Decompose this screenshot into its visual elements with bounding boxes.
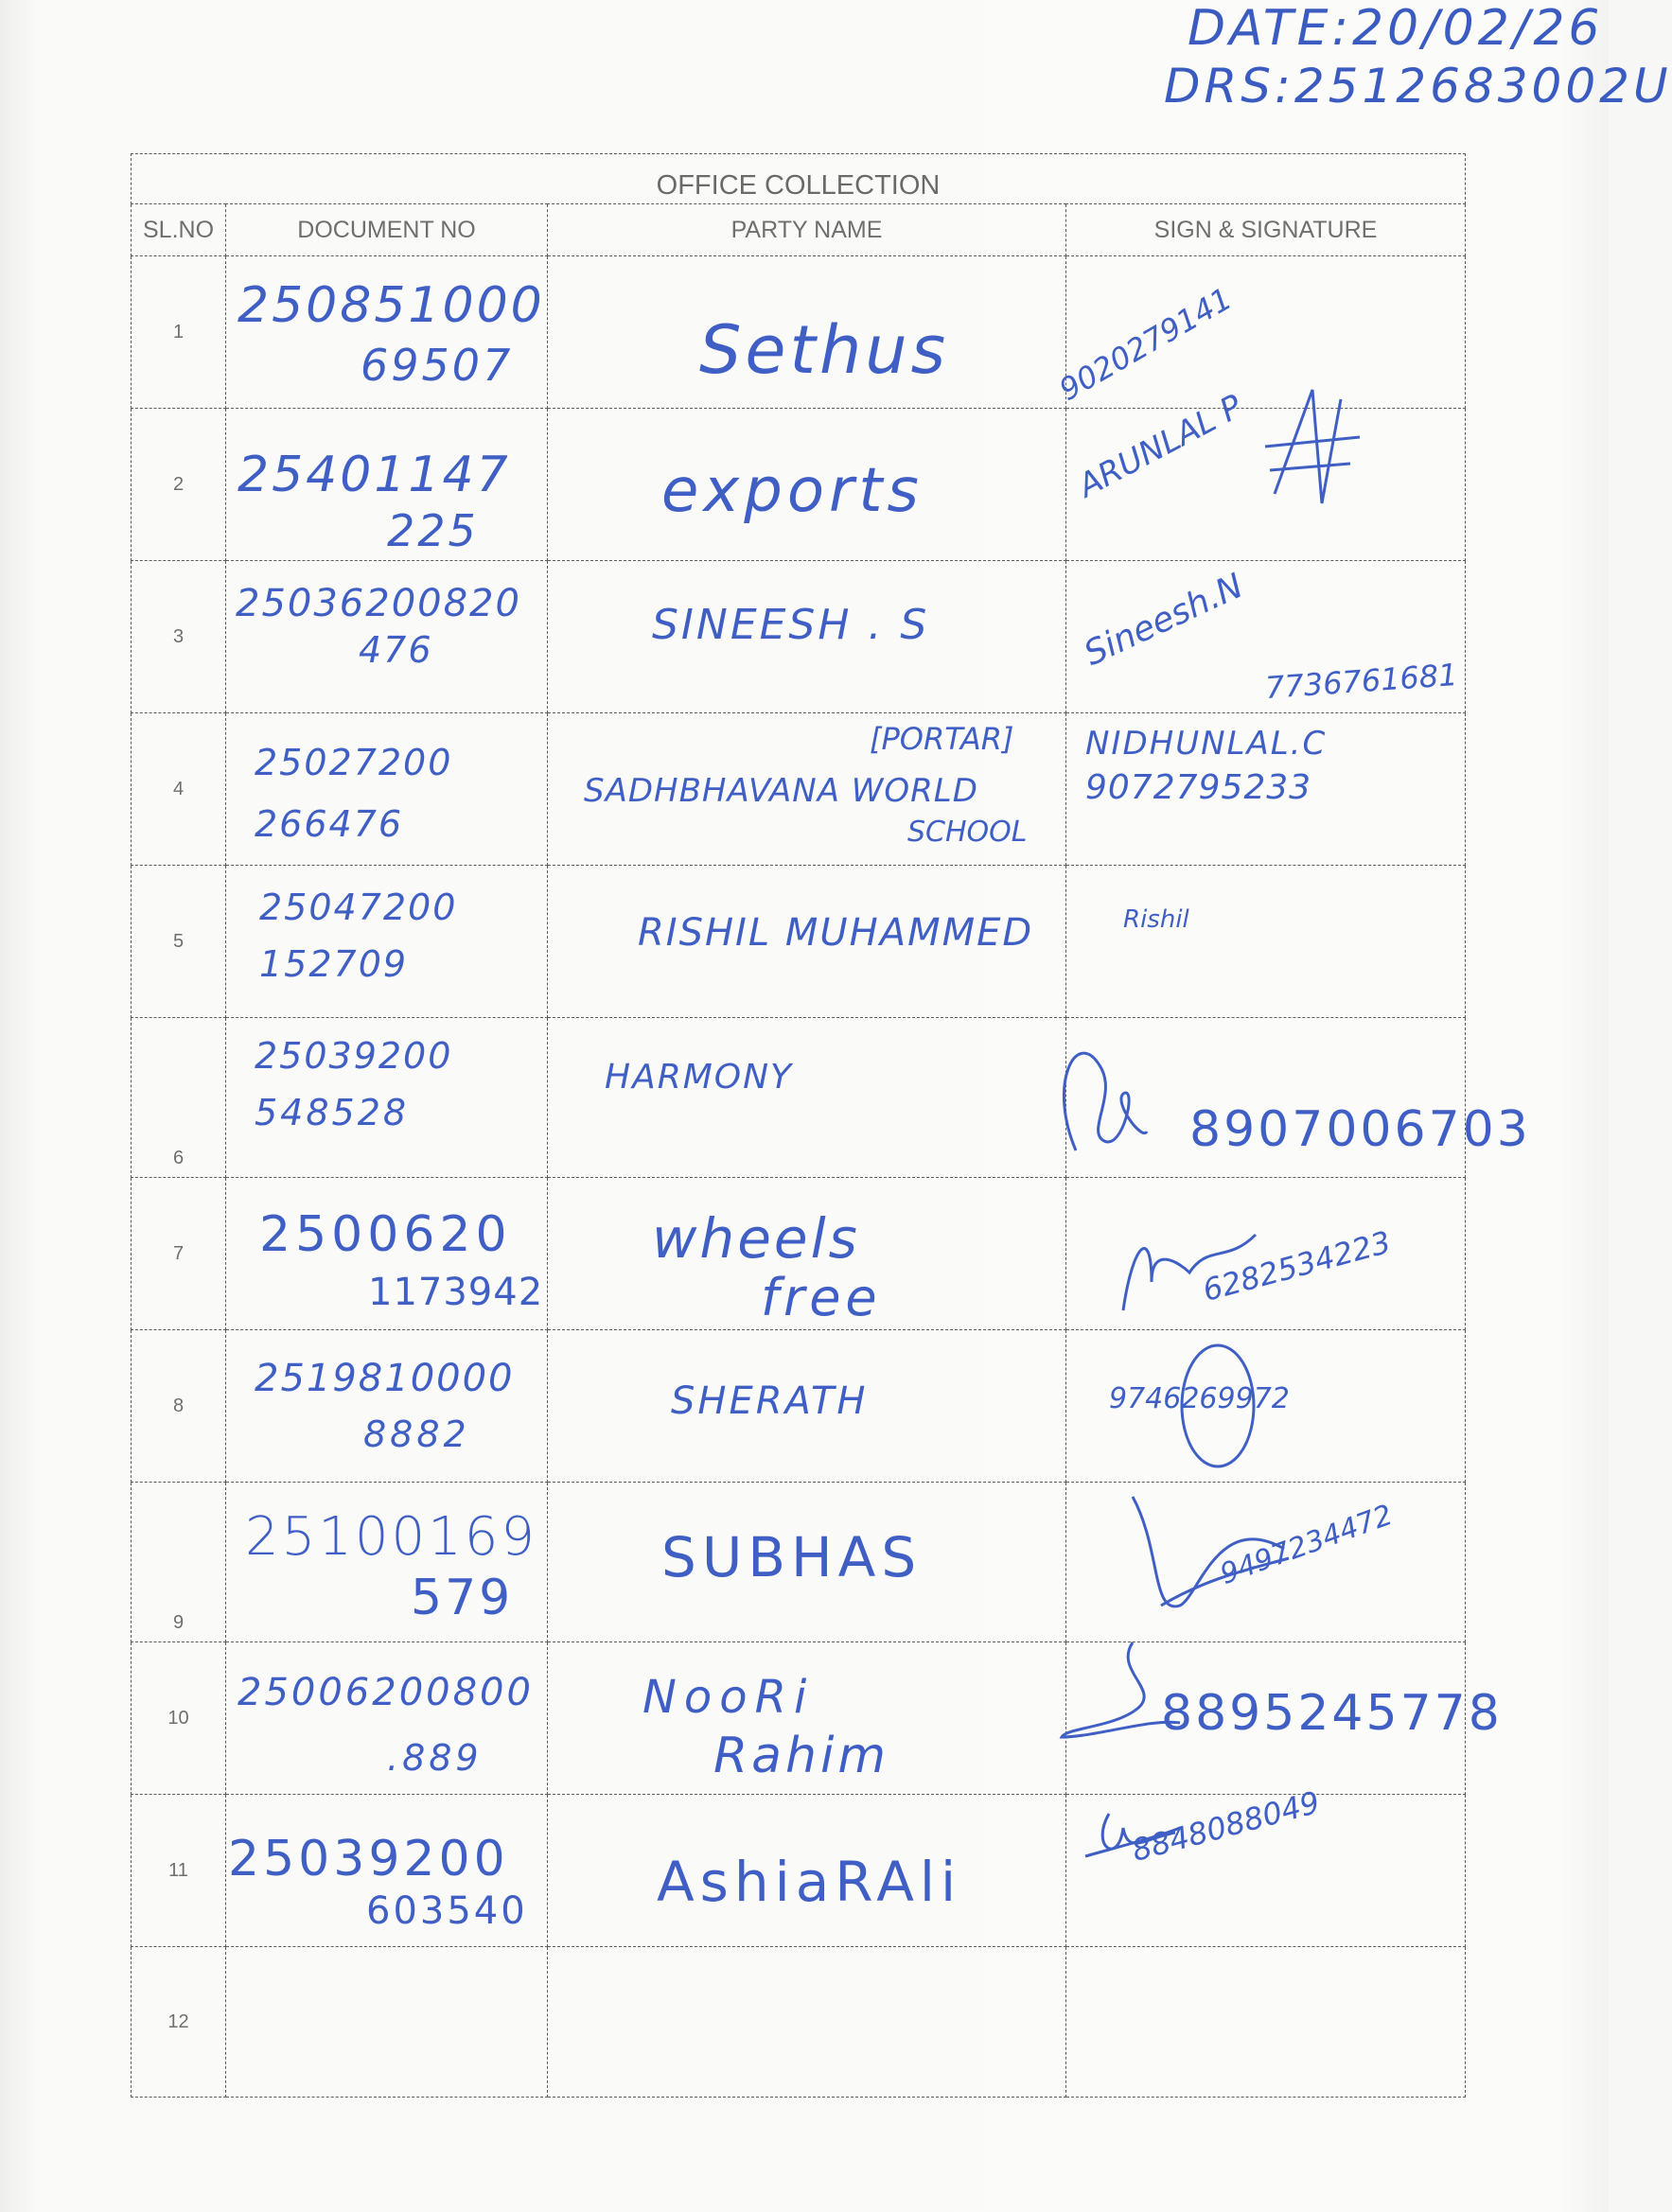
party-name-line1: RISHIL MUHAMMED [638, 911, 1034, 955]
party-name-line1: AshiaRAli [657, 1850, 962, 1914]
party-name-cell [548, 409, 1066, 561]
signature-scribble [1175, 1340, 1260, 1472]
document-no-line2: 476 [359, 629, 433, 671]
date-annotation: DATE:20/02/26 [1188, 0, 1604, 57]
party-name-cell [548, 866, 1066, 1018]
document-no-line2: 1173942 [368, 1271, 544, 1314]
column-header-document-no: DOCUMENT NO [226, 204, 548, 256]
document-no-line1: 2519810000 [255, 1357, 515, 1400]
signature-cell [1066, 713, 1466, 866]
signature-phone: 7736761681 [1263, 656, 1459, 707]
party-name-line2: free [761, 1268, 882, 1327]
column-header-party-name: PARTY NAME [548, 204, 1066, 256]
party-name-cell [548, 1642, 1066, 1795]
document-no-line1: 25047200 [259, 887, 458, 928]
document-no-line1: 25036200820 [236, 582, 521, 625]
signature-phone: 9746269972 [1109, 1382, 1290, 1415]
party-name-line1: SUBHAS [661, 1525, 923, 1589]
sl-no-cell: 2 [132, 409, 226, 561]
sl-no-cell: 5 [132, 866, 226, 1018]
party-name-cell [548, 256, 1066, 409]
sl-no-cell: 10 [132, 1642, 226, 1795]
document-no-line1: 25006200800 [238, 1671, 534, 1714]
party-name-line1: wheels [652, 1206, 860, 1271]
signature-phone: 6282534223 [1199, 1223, 1395, 1308]
document-no-line1: 250851000 [238, 277, 545, 334]
document-no-line2: 579 [411, 1570, 514, 1626]
signature-cell [1066, 1642, 1503, 1795]
signature-scribble [1256, 380, 1369, 513]
party-name-line1: HARMONY [605, 1058, 794, 1097]
signature-cell [1066, 1483, 1466, 1642]
party-name-cell [548, 1330, 1066, 1483]
party-name-line2: SADHBHAVANA WORLD [584, 772, 978, 810]
document-no-line2: 8882 [363, 1413, 470, 1455]
document-no-cell [226, 256, 548, 409]
document-no-cell [226, 409, 548, 561]
party-name-cell [548, 1018, 1066, 1178]
sl-no-cell: 1 [132, 256, 226, 409]
signature-name: Rishil [1123, 905, 1189, 934]
signature-name: NIDHUNLAL.C [1085, 725, 1328, 763]
document-no-cell [226, 1795, 548, 1947]
document-no-cell [226, 1483, 548, 1642]
signature-phone: 8848088049 [1128, 1783, 1324, 1869]
document-no-cell [226, 1330, 548, 1483]
document-no-cell [226, 1947, 548, 2098]
signature-cell [1066, 1018, 1531, 1178]
document-no-line2: 548528 [255, 1092, 410, 1133]
document-no-line1: 25039200 [255, 1035, 453, 1077]
party-name-line2: Rahim [713, 1728, 890, 1784]
signature-cell [1066, 866, 1466, 1018]
party-name-cell [548, 1178, 1066, 1330]
party-name-cell [548, 713, 1066, 866]
document-no-line1: 25100169 [245, 1506, 538, 1568]
party-name-line1: NooRi [642, 1671, 815, 1724]
drs-annotation: DRS:2512683002U [1164, 59, 1672, 114]
table-row [132, 713, 1466, 866]
signature-phone: 9072795233 [1085, 768, 1312, 807]
table-row [132, 1018, 1466, 1178]
document-no-cell [226, 713, 548, 866]
signature-phone: 8907006703 [1189, 1101, 1531, 1158]
party-name-cell [548, 1947, 1066, 2098]
signature-cell [1066, 387, 1466, 561]
signature-cell [1066, 1330, 1466, 1483]
office-collection-table [131, 153, 1531, 2098]
party-name-cell [548, 1795, 1066, 1947]
signature-cell [1066, 1947, 1466, 2098]
document-no-line1: 25039200 [228, 1831, 509, 1887]
column-header-sign-signature: SIGN & SIGNATURE [1066, 204, 1466, 256]
document-no-line2: 69507 [361, 340, 514, 391]
table-row [132, 1330, 1466, 1483]
party-name-line1: Sethus [699, 311, 950, 389]
document-no-line1: 25027200 [255, 742, 453, 783]
document-no-cell [226, 866, 548, 1018]
party-name-line3: SCHOOL [907, 816, 1028, 849]
party-name-line1: SHERATH [671, 1379, 869, 1423]
signature-cell [1066, 561, 1466, 713]
signature-cell [1066, 1783, 1466, 1947]
document-no-line2: 603540 [366, 1889, 528, 1933]
signature-phone: 9497234472 [1216, 1498, 1398, 1591]
signature-phone: 8895245778 [1161, 1685, 1503, 1742]
document-no-line2: .889 [387, 1737, 483, 1779]
signature-scribble [1047, 1027, 1152, 1160]
sl-no-cell: 8 [132, 1330, 226, 1483]
document-no-line2: 266476 [255, 803, 404, 845]
table-row [132, 1483, 1466, 1642]
sl-no-cell: 9 [132, 1483, 226, 1642]
table-title: OFFICE COLLECTION [132, 154, 1466, 204]
document-no-line2: 225 [387, 505, 479, 556]
column-header-slno: SL.NO [132, 204, 226, 256]
sl-no-cell: 4 [132, 713, 226, 866]
table-row [132, 1178, 1466, 1330]
signature-cell [1066, 1178, 1466, 1330]
table-row [132, 409, 1466, 561]
document-no-line1: 25401147 [238, 447, 511, 503]
table-row [132, 866, 1466, 1018]
sl-no-cell: 11 [132, 1795, 226, 1947]
table-row [132, 1947, 1466, 2098]
party-name-line1: exports [661, 456, 924, 526]
sl-no-cell: 7 [132, 1178, 226, 1330]
party-name-line1: [PORTAR] [870, 721, 1014, 757]
document-no-cell [226, 1642, 548, 1795]
signature-phone: 9020279141 [1053, 280, 1239, 408]
sl-no-cell: 12 [132, 1947, 226, 2098]
table-row [132, 1642, 1466, 1795]
document-no-cell [226, 1018, 548, 1178]
table-row [132, 561, 1466, 713]
party-name-cell [548, 1483, 1066, 1642]
document-no-cell [226, 1178, 548, 1330]
document-no-cell [226, 561, 548, 713]
signature-name: ARUNLAL P [1072, 387, 1249, 505]
document-no-line2: 152709 [259, 943, 409, 985]
signature-name: Sineesh.N [1078, 566, 1250, 674]
document-no-line1: 2500620 [259, 1206, 512, 1263]
table-row [132, 1795, 1466, 1947]
party-name-cell [548, 561, 1066, 713]
party-name-line1: SINEESH . S [652, 601, 930, 649]
sl-no-cell: 3 [132, 561, 226, 713]
sl-no-cell: 6 [132, 1018, 226, 1178]
